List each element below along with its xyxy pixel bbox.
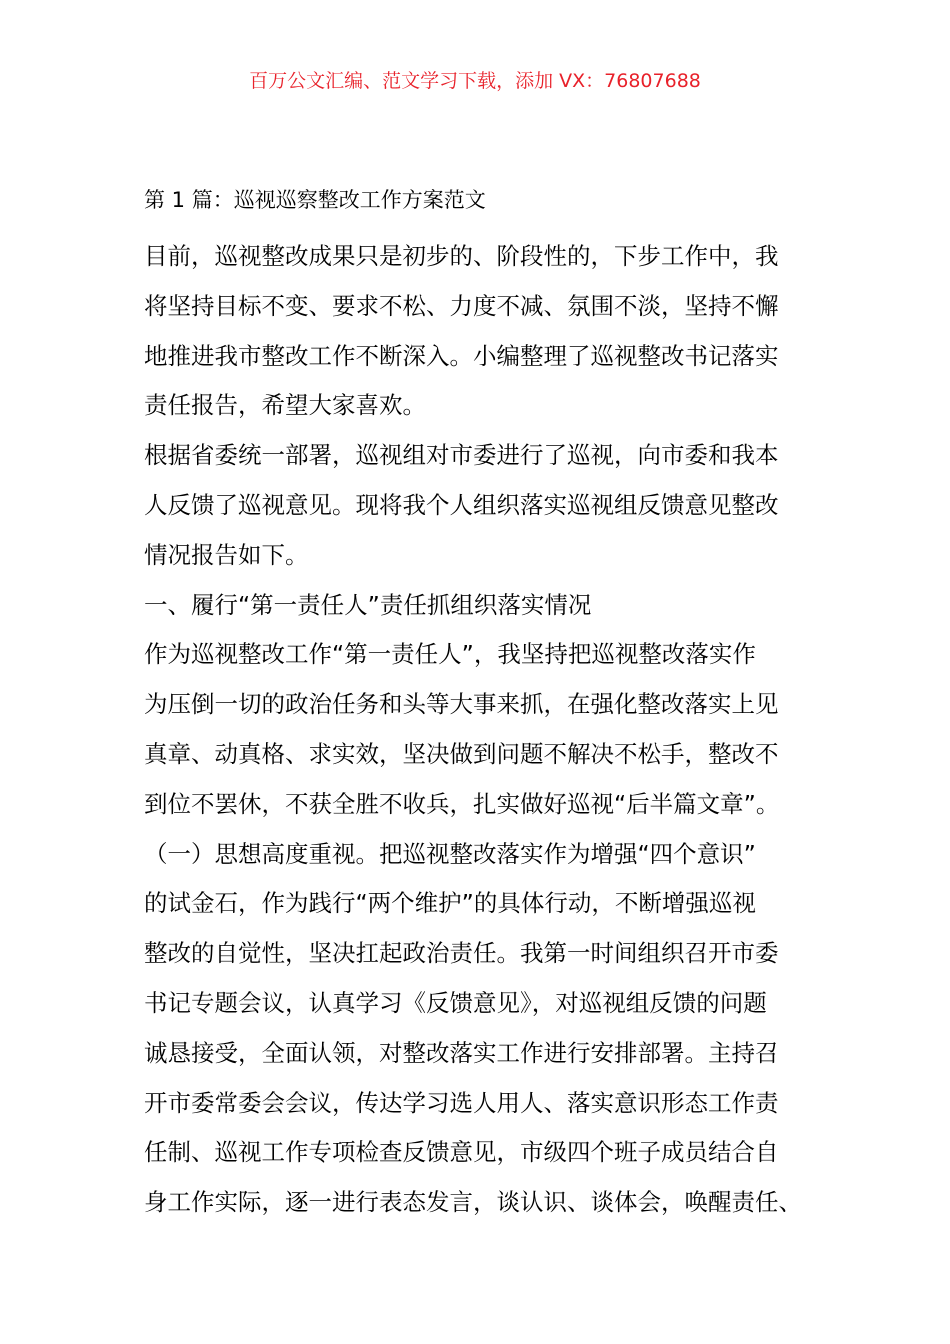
paragraph-thought-emphasis [144,830,824,1228]
document-title: 第 1 篇：巡视巡察整改工作方案范文 [144,188,486,212]
text-line: 真章、动真格、求实效，坚决做到问题不解决不松手，整改不 [144,739,779,768]
text-line: 人反馈了巡视意见。现将我个人组织落实巡视组反馈意见整改 [144,490,779,519]
text-line: 整改的自觉性，坚决扛起政治责任。我第一时间组织召开市委 [144,939,779,968]
text-line: 情况报告如下。 [144,540,309,569]
text-line: 的试金石，作为践行“两个维护”的具体行动，不断增强巡视 [144,889,756,918]
text-line: 任制、巡视工作专项检查反馈意见，市级四个班子成员结合自 [144,1138,779,1167]
text-line: 为压倒一切的政治任务和头等大事来抓，在强化整改落实上见 [144,690,779,719]
text-line: 到位不罢休，不获全胜不收兵，扎实做好巡视“后半篇文章”。 [144,789,780,818]
text-line: 目前，巡视整改成果只是初步的、阶段性的，下步工作中，我 [144,242,779,270]
section-heading-1 [144,581,824,631]
text-line: 一、履行“第一责任人”责任抓组织落实情况 [144,590,592,619]
text-line: 根据省委统一部署，巡视组对市委进行了巡视，向市委和我本 [144,441,779,470]
text-line: 开市委常委会会议，传达学习选人用人、落实意识形态工作责 [144,1088,779,1117]
text-line: 作为巡视整改工作“第一责任人”，我坚持把巡视整改落实作 [144,640,756,669]
text-line: 诚恳接受，全面认领，对整改落实工作进行安排部署。主持召 [144,1038,779,1067]
header-watermark: 百万公文汇编、范文学习下载，添加 VX：76807688 [249,70,701,92]
text-line: 书记专题会议，认真学习《反馈意见》，对巡视组反馈的问题 [144,988,767,1017]
paragraph-background [144,431,824,580]
text-line: 地推进我市整改工作不断深入。小编整理了巡视整改书记落实 [144,341,779,370]
text-line: 身工作实际，逐一进行表态发言，谈认识、谈体会，唤醒责任、 [144,1188,802,1217]
paragraph-intro [144,232,824,431]
document-body [144,182,824,1228]
text-line: 将坚持目标不变、要求不松、力度不减、氛围不淡，坚持不懈 [144,291,779,320]
text-line: 责任报告，希望大家喜欢。 [144,391,426,420]
paragraph-responsibility [144,630,824,829]
text-line: （一）思想高度重视。把巡视整改落实作为增强“四个意识” [144,839,756,868]
